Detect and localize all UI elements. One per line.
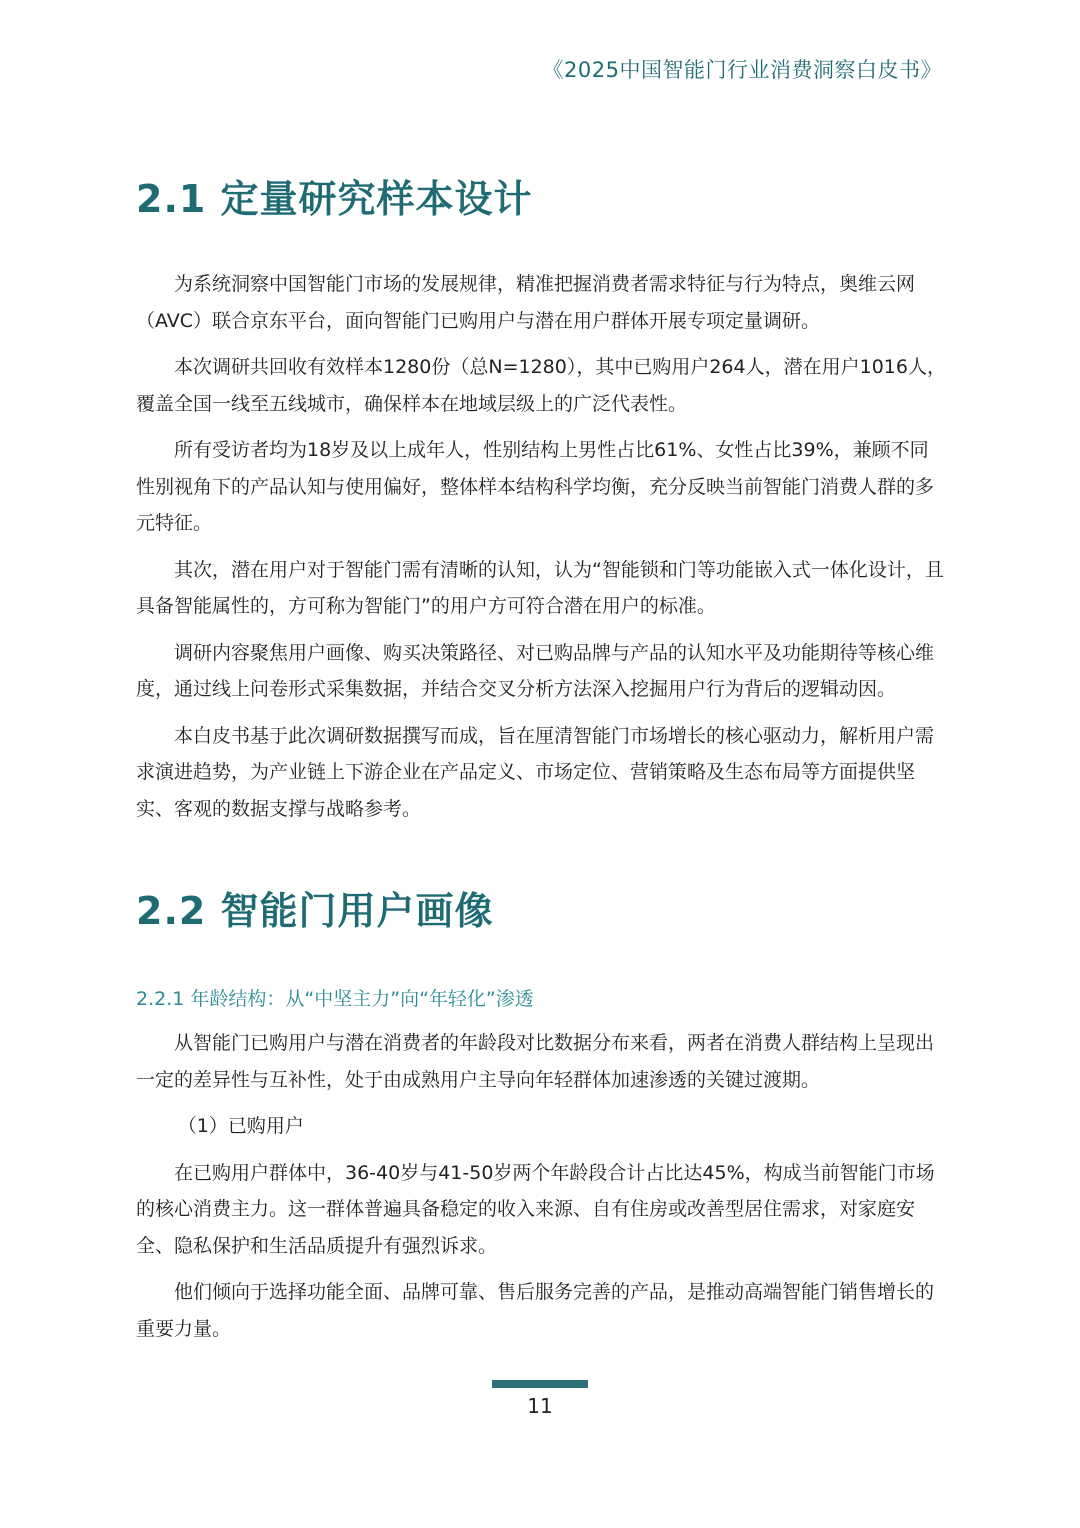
- page-number: 11: [527, 1394, 553, 1418]
- footer-bar: [492, 1380, 588, 1388]
- paragraph: 调研内容聚焦用户画像、购买决策路径、对已购品牌与产品的认知水平及功能期待等核心维度，通过线上问卷形式采集数据，并结合交叉分析方法深入挖掘用户行为背后的逻辑动因。: [136, 641, 935, 700]
- paragraph: 他们倾向于选择功能全面、品牌可靠、售后服务完善的产品，是推动高端智能门销售增长的重要力量。: [136, 1281, 935, 1340]
- paragraph: 本白皮书基于此次调研数据撰写而成，旨在厘清智能门市场增长的核心驱动力，解析用户需求演进趋势，为产业链上下游企业在产品定义、市场定位、营销策略及生态布局等方面提供坚实、客观的数据支撑与战略参考。: [136, 724, 935, 820]
- section-2-2-1-body: [136, 1025, 946, 1357]
- paragraph: 从智能门已购用户与潜在消费者的年龄段对比数据分布来看，两者在消费人群结构上呈现出一定的差异性与互补性，处于由成熟用户主导向年轻群体加速渗透的关键过渡期。: [136, 1032, 935, 1091]
- sub-label: （1）已购用户: [177, 1115, 304, 1137]
- paragraph: 本次调研共回收有效样本1280份（总N=1280），其中已购用户264人，潜在用户1016人，覆盖全国一线至五线城市，确保样本在地域层级上的广泛代表性。: [136, 356, 946, 415]
- paragraph: 其次，潜在用户对于智能门需有清晰的认知，认为“智能锁和门等功能嵌入式一体化设计，且具备智能属性的，方可称为智能门”的用户方可符合潜在用户的标准。: [136, 558, 944, 617]
- section-2-1-body: [136, 266, 946, 837]
- section-heading-2-2: 2.2 智能门用户画像: [136, 889, 494, 933]
- running-header: 《2025中国智能门行业消费洞察白皮书》: [542, 58, 942, 82]
- paragraph: 在已购用户群体中，36-40岁与41-50岁两个年龄段合计占比达45%，构成当前智能门市场的核心消费主力。这一群体普遍具备稳定的收入来源、自有住房或改善型居住需求，对家庭安全、隐私保护和生活品质提升有强烈诉求。: [136, 1161, 935, 1257]
- paragraph: 为系统洞察中国智能门市场的发展规律，精准把握消费者需求特征与行为特点，奥维云网（AVC）联合京东平台，面向智能门已购用户与潜在用户群体开展专项定量调研。: [136, 273, 916, 332]
- subsection-heading-2-2-1: 2.2.1 年龄结构：从“中坚主力”向“年轻化”渗透: [136, 988, 534, 1010]
- section-heading-2-1: 2.1 定量研究样本设计: [136, 177, 533, 221]
- paragraph: 所有受访者均为18岁及以上成年人，性别结构上男性占比61%、女性占比39%，兼顾不同性别视角下的产品认知与使用偏好，整体样本结构科学均衡，充分反映当前智能门消费人群的多元特征。: [136, 439, 935, 534]
